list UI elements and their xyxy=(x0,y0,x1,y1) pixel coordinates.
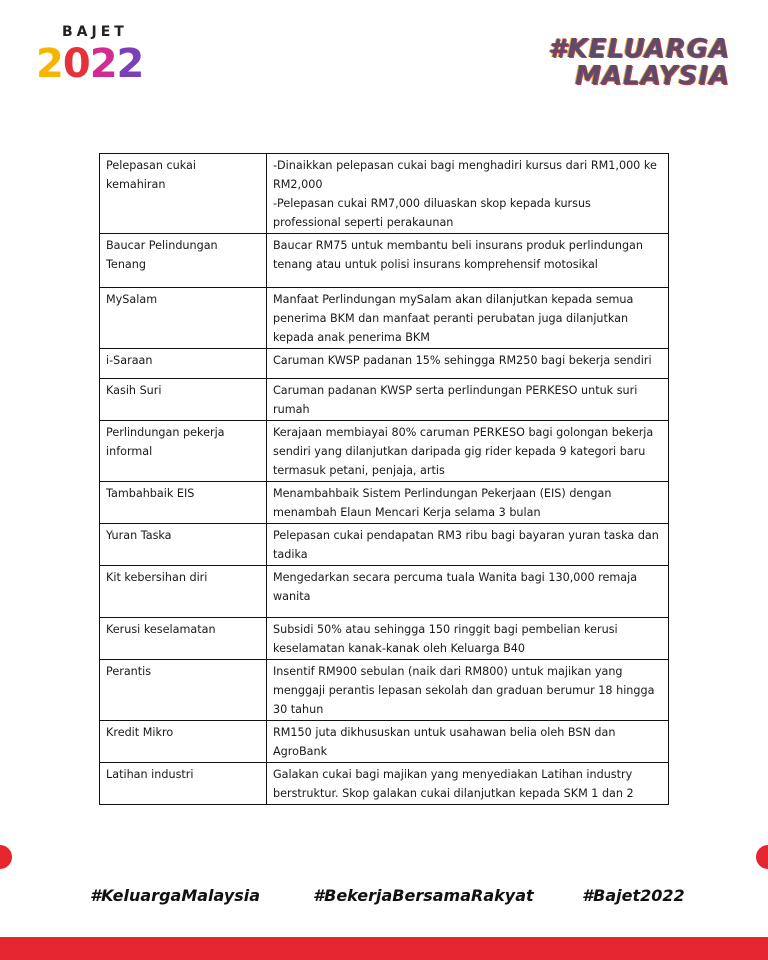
row-label-cell xyxy=(100,421,267,482)
row-description-cell xyxy=(267,482,669,524)
table-row xyxy=(100,618,669,660)
row-description-text: wanita xyxy=(273,590,311,603)
row-label-text: Kredit Mikro xyxy=(106,726,174,739)
footer-right-dot xyxy=(756,845,768,869)
row-label-cell xyxy=(100,524,267,566)
row-description-text: RM2,000 xyxy=(273,178,323,191)
row-label-text: informal xyxy=(106,445,153,458)
hashtag-bajet-2022: #Bajet2022 xyxy=(582,886,685,905)
row-label-text: Tenang xyxy=(106,258,146,271)
row-description-text: penerima BKM dan manfaat peranti perubatan juga dilanjutkan xyxy=(273,312,629,325)
row-label-cell xyxy=(100,721,267,763)
row-label-text: Perantis xyxy=(106,665,152,678)
row-description-cell xyxy=(267,566,669,618)
table-row xyxy=(100,234,669,288)
row-label-cell xyxy=(100,288,267,349)
row-description-text: menggaji perantis lepasan sekolah dan graduan berumur 18 hingga xyxy=(273,684,655,697)
table-row xyxy=(100,421,669,482)
row-label-text: Kasih Suri xyxy=(106,384,162,397)
row-description-text: sendiri yang dilanjutkan daripada gig rider kepada 9 kategori baru xyxy=(273,445,646,458)
table-row xyxy=(100,154,669,234)
bajet-2022-logo xyxy=(36,24,156,88)
row-description-cell xyxy=(267,721,669,763)
row-description-text: Baucar RM75 untuk membantu beli insurans produk perlindungan xyxy=(273,239,644,252)
bajet-logo-year: 2022 xyxy=(36,41,144,87)
bajet-logo-word: BAJET xyxy=(62,24,128,40)
row-label-cell xyxy=(100,379,267,421)
row-description-cell xyxy=(267,618,669,660)
row-description-text: Kerajaan membiayai 80% caruman PERKESO bagi golongan bekerja xyxy=(273,426,654,439)
row-label-text: Tambahbaik EIS xyxy=(106,487,195,500)
row-description-cell xyxy=(267,349,669,379)
row-description-text: Caruman KWSP padanan 15% sehingga RM250 bagi bekerja sendiri xyxy=(273,354,652,367)
row-description-text: RM150 juta dikhususkan untuk usahawan belia oleh BSN dan xyxy=(273,726,616,739)
row-description-cell xyxy=(267,154,669,234)
row-description-text: kepada anak penerima BKM xyxy=(273,331,430,344)
row-label-text: Pelepasan cukai xyxy=(106,159,196,172)
row-description-text: Manfaat Perlindungan mySalam akan dilanjutkan kepada semua xyxy=(273,293,634,306)
row-description-text: keselamatan kanak-kanak oleh Keluarga B40 xyxy=(273,642,526,655)
row-label-text: Baucar Pelindungan xyxy=(106,239,218,252)
hashtag-bekerja-bersama-rakyat: #BekerjaBersamaRakyat xyxy=(313,886,534,905)
row-description-text: menambah Elaun Mencari Kerja selama 3 bulan xyxy=(273,506,541,519)
table-row xyxy=(100,349,669,379)
row-description-text: Pelepasan cukai pendapatan RM3 ribu bagi bayaran yuran taska dan xyxy=(273,529,659,542)
row-description-cell xyxy=(267,234,669,288)
row-label-text: Kit kebersihan diri xyxy=(106,571,208,584)
row-label-cell xyxy=(100,234,267,288)
row-label-cell xyxy=(100,482,267,524)
row-description-text: professional seperti perakaunan xyxy=(273,216,454,229)
row-description-text: rumah xyxy=(273,403,310,416)
row-description-cell xyxy=(267,288,669,349)
table-row xyxy=(100,288,669,349)
row-label-text: Yuran Taska xyxy=(106,529,172,542)
table-row xyxy=(100,524,669,566)
row-label-cell xyxy=(100,763,267,805)
row-label-text: kemahiran xyxy=(106,178,166,191)
row-description-text: Insentif RM900 sebulan (naik dari RM800) untuk majikan yang xyxy=(273,665,623,678)
table-row xyxy=(100,721,669,763)
row-label-cell xyxy=(100,618,267,660)
row-description-text: 30 tahun xyxy=(273,703,324,716)
row-description-text: AgroBank xyxy=(273,745,328,758)
hashtag-keluarga-malaysia: #KeluargaMalaysia xyxy=(90,886,261,905)
row-label-cell xyxy=(100,349,267,379)
row-label-text: Kerusi keselamatan xyxy=(106,623,216,636)
row-description-text: -Dinaikkan pelepasan cukai bagi menghadiri kursus dari RM1,000 ke xyxy=(273,159,657,172)
table-row xyxy=(100,482,669,524)
row-label-cell xyxy=(100,566,267,618)
row-description-text: Mengedarkan secara percuma tuala Wanita bagi 130,000 remaja xyxy=(273,571,638,584)
row-description-text: Galakan cukai bagi majikan yang menyediakan Latihan industry xyxy=(273,768,633,781)
row-description-text: -Pelepasan cukai RM7,000 diluaskan skop kepada kursus xyxy=(273,197,591,210)
row-label-text: i-Saraan xyxy=(106,354,153,367)
row-description-text: Caruman padanan KWSP serta perlindungan PERKESO untuk suri xyxy=(273,384,638,397)
row-description-text: termasuk petani, penjaja, artis xyxy=(273,464,445,477)
row-description-text: Subsidi 50% atau sehingga 150 ringgit bagi pembelian kerusi xyxy=(273,623,618,636)
row-label-text: Perlindungan pekerja xyxy=(106,426,225,439)
row-description-text: berstruktur. Skop galakan cukai dilanjutkan kepada SKM 1 dan 2 xyxy=(273,787,634,800)
keluarga-logo-line2: MALAYSIA xyxy=(574,61,730,91)
row-label-cell xyxy=(100,154,267,234)
row-label-cell xyxy=(100,660,267,721)
row-description-cell xyxy=(267,421,669,482)
footer-left-dot xyxy=(0,845,12,869)
row-description-cell xyxy=(267,379,669,421)
budget-initiatives-table xyxy=(99,153,669,805)
keluarga-malaysia-logo xyxy=(544,36,730,94)
keluarga-logo-line1: #KELUARGA xyxy=(548,34,730,64)
row-label-text: MySalam xyxy=(106,293,158,306)
row-label-text: Latihan industri xyxy=(106,768,194,781)
table-row xyxy=(100,763,669,805)
footer-red-band xyxy=(0,937,768,960)
row-description-text: tadika xyxy=(273,548,308,561)
row-description-cell xyxy=(267,524,669,566)
row-description-cell xyxy=(267,660,669,721)
row-description-cell xyxy=(267,763,669,805)
row-description-text: tenang atau untuk polisi insurans komprehensif motosikal xyxy=(273,258,598,271)
row-description-text: Menambahbaik Sistem Perlindungan Pekerjaan (EIS) dengan xyxy=(273,487,612,500)
table-body xyxy=(100,154,669,805)
table-row xyxy=(100,660,669,721)
table-row xyxy=(100,566,669,618)
table-row xyxy=(100,379,669,421)
